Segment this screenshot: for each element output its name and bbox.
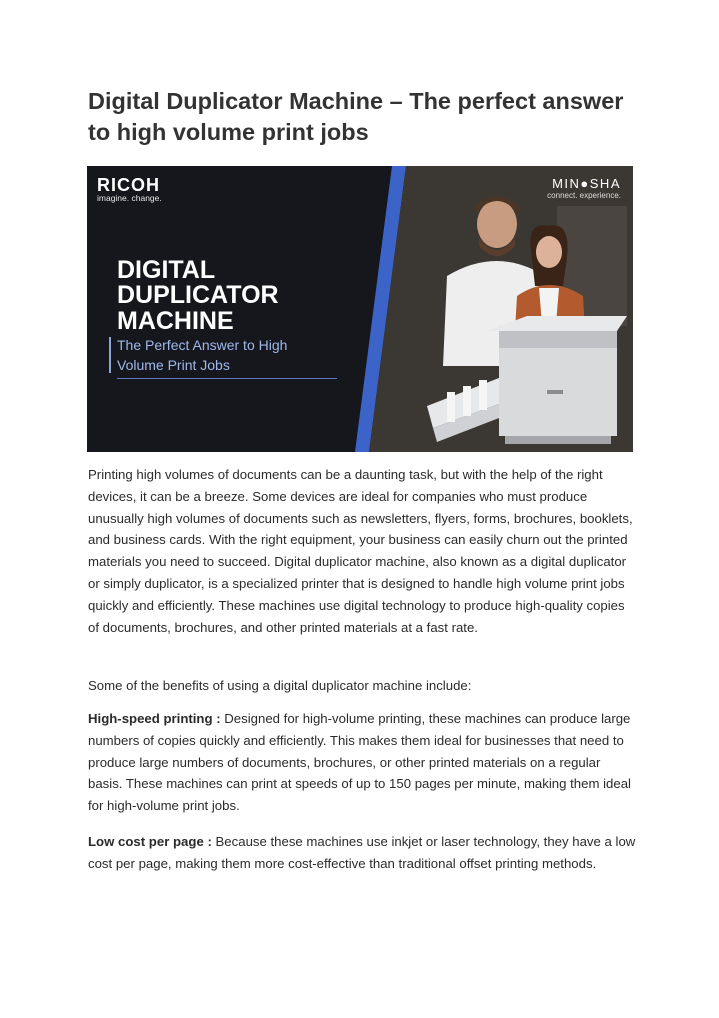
banner-subheadline-line-1: The Perfect Answer to High	[117, 337, 288, 353]
intro-paragraph: Printing high volumes of documents can be a daunting task, but with the help of the right devices, it can be a breeze. Some devices are ideal for companies who must produce unusually high volumes of documents such as newsletters, flyers, forms, brochures, booklets, and business cards. With the right equipment, your business can easily churn out the printed materials you need to succeed. Digital duplicator machine, also known as a digital duplicator or simply duplicator, is a specialized printer that is designed to handle high volume print jobs quickly and efficiently. These machines use digital technology to produce high-quality copies of documents, brochures, and other printed materials at a fast rate.	[88, 467, 633, 635]
hero-banner	[87, 166, 633, 452]
minosha-tagline: connect. experience.	[547, 191, 621, 200]
ricoh-logo: RICOH	[97, 175, 160, 195]
benefit-high-speed-label: High-speed printing :	[88, 711, 221, 726]
benefit-low-cost-paragraph	[88, 831, 636, 875]
benefit-high-speed-paragraph	[88, 708, 636, 817]
benefits-intro-paragraph: Some of the benefits of using a digital duplicator machine include:	[88, 678, 472, 693]
banner-headline-line-2: DUPLICATOR	[117, 281, 279, 309]
page-title: Digital Duplicator Machine – The perfect answer to high volume print jobs	[88, 88, 624, 145]
banner-headline-line-1: DIGITAL	[117, 256, 216, 284]
benefit-high-speed-text: Designed for high-volume printing, these machines can produce large numbers of copies quickly and efficiently. This makes them ideal for businesses that need to produce large numbers of documents, brochures, or other printed materials on a regular basis. These machines can print at speeds of up to 150 pages per minute, making them ideal for high-volume print jobs.	[88, 711, 631, 814]
subheadline-underline	[117, 378, 337, 379]
minosha-logo: MIN●SHA	[552, 176, 621, 191]
benefit-low-cost-label: Low cost per page :	[88, 834, 212, 849]
banner-headline-line-3: MACHINE	[117, 307, 234, 335]
benefit-low-cost-text: Because these machines use inkjet or laser technology, they have a low cost per page, making them more cost-effective than traditional offset printing methods.	[88, 834, 636, 871]
duplicator-machine	[487, 316, 627, 444]
banner-subheadline-line-2: Volume Print Jobs	[117, 357, 230, 373]
ricoh-tagline: imagine. change.	[97, 193, 162, 203]
subheadline-accent-bar	[109, 337, 111, 373]
